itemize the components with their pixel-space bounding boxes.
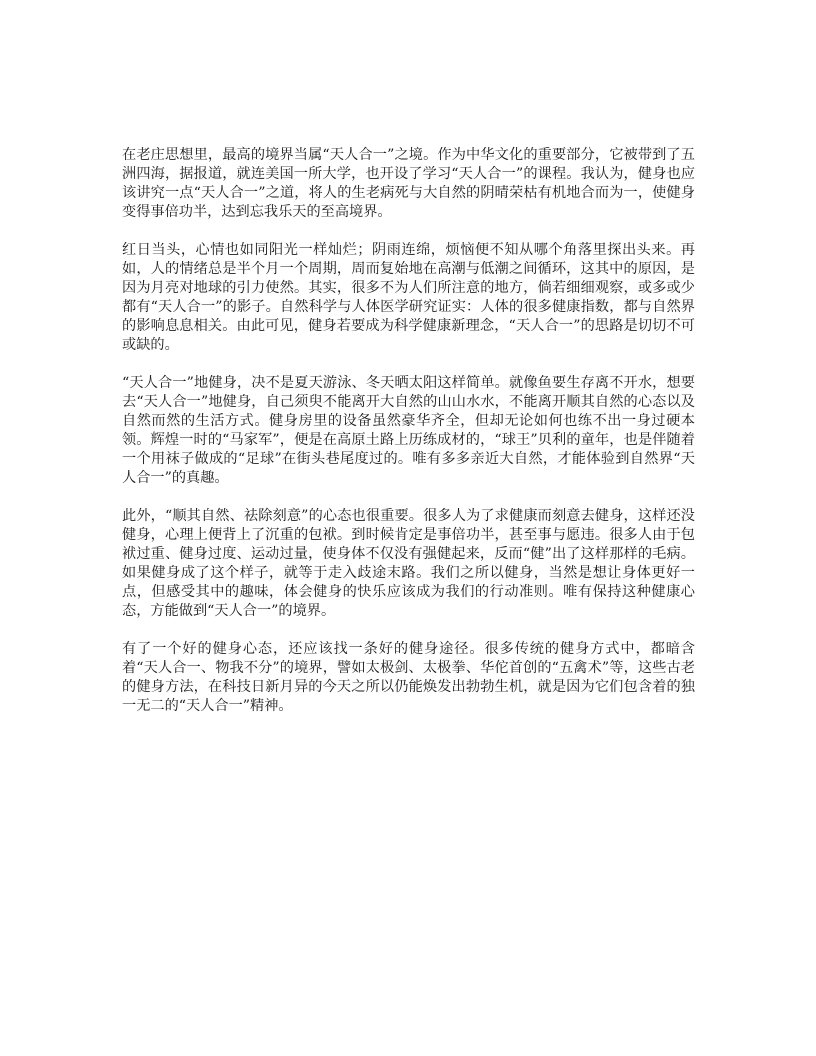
document-body xyxy=(122,146,695,735)
paragraph-4: 此外，“顺其自然、祛除刻意”的心态也很重要。很多人为了求健康而刻意去健身，这样还没健身，心理上便背上了沉重的包袱。到时候肯定是事倍功半，甚至事与愿违。很多人由于包袱过重、健身过度、运动过量，使身体不仅没有强健起来，反而“健”出了这样那样的毛病。如果健身成了这个样子，就等于走入歧途末路。我们之所以健身，当然是想让身体更好一点，但感受其中的趣味，体会健身的快乐应该成为我们的行动准则。唯有保持这种健康心态，方能做到“天人合一”的境界。 xyxy=(122,508,695,619)
paragraph-3: “天人合一”地健身，决不是夏天游泳、冬天晒太阳这样简单。就像鱼要生存离不开水，想要去“天人合一”地健身，自己须臾不能离开大自然的山山水水，不能离开顺其自然的心态以及自然而然的生活方式。健身房里的设备虽然豪华齐全，但却无论如何也练不出一身过硬本领。辉煌一时的“马家军”，便是在高原土路上历练成材的，“球王”贝利的童年，也是伴随着一个用袜子做成的“足球”在街头巷尾度过的。唯有多多亲近大自然，才能体验到自然界“天人合一”的真趣。 xyxy=(122,375,695,486)
paragraph-5: 有了一个好的健身心态，还应该找一条好的健身途径。很多传统的健身方式中，都暗含着“天人合一、物我不分”的境界，譬如太极剑、太极拳、华佗首创的“五禽术”等，这些古老的健身方法，在科技日新月异的今天之所以仍能焕发出勃勃生机，就是因为它们包含着的独一无二的“天人合一”精神。 xyxy=(122,641,695,714)
paragraph-2: 红日当头，心情也如同阳光一样灿烂；阴雨连绵，烦恼便不知从哪个角落里探出头来。再如，人的情绪总是半个月一个周期，周而复始地在高潮与低潮之间循环，这其中的原因，是因为月亮对地球的引力使然。其实，很多不为人们所注意的地方，倘若细细观察，或多或少都有“天人合一”的影子。自然科学与人体医学研究证实：人体的很多健康指数，都与自然界的影响息息相关。由此可见，健身若要成为科学健康新理念，“天人合一”的思路是切切不可或缺的。 xyxy=(122,242,695,353)
paragraph-1: 在老庄思想里，最高的境界当属“天人合一”之境。作为中华文化的重要部分，它被带到了五洲四海，据报道，就连美国一所大学，也开设了学习“天人合一”的课程。我认为，健身也应该讲究一点“天人合一”之道，将人的生老病死与大自然的阴晴荣枯有机地合而为一，使健身变得事倍功半，达到忘我乐天的至高境界。 xyxy=(122,147,695,220)
